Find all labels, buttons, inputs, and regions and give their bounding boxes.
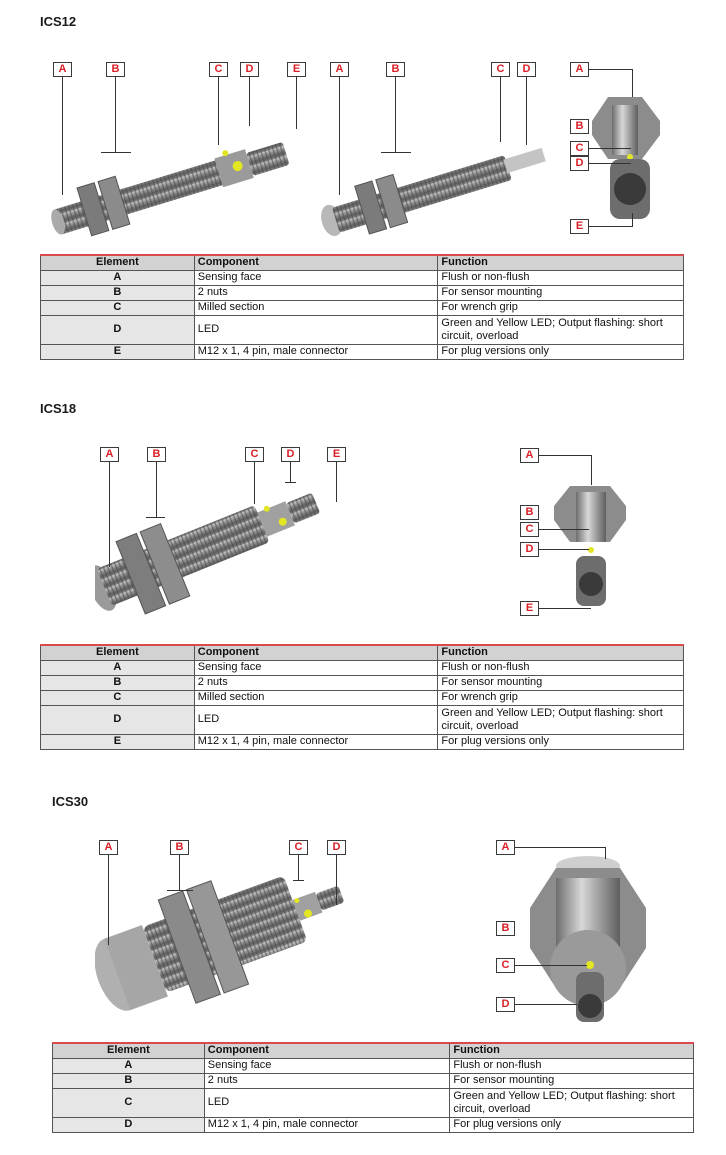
cell-element: B	[53, 1073, 205, 1088]
callout-b: B	[106, 62, 125, 77]
callout-d: D	[570, 156, 589, 171]
callout-b: B	[170, 840, 189, 855]
cell-element: D	[53, 1117, 205, 1132]
cell-function: Flush or non-flush	[438, 660, 684, 675]
ics12-rear-figure	[570, 55, 680, 245]
header-component: Component	[194, 645, 438, 660]
ics18-spec-table	[40, 644, 684, 750]
table-header-row	[53, 1043, 694, 1058]
callout-c: C	[496, 958, 515, 973]
cell-component: Milled section	[194, 690, 438, 705]
cell-element: A	[41, 270, 195, 285]
cell-element: E	[41, 344, 195, 359]
header-component: Component	[204, 1043, 450, 1058]
ics30-spec-table	[52, 1042, 694, 1133]
header-function: Function	[450, 1043, 694, 1058]
section-title-ics12: ICS12	[40, 14, 77, 29]
cell-element: D	[41, 705, 195, 734]
table-row	[53, 1117, 694, 1132]
ics18-side-plug-figure	[95, 440, 355, 630]
callout-a: A	[570, 62, 589, 77]
callout-c: C	[491, 62, 510, 77]
header-function: Function	[438, 255, 684, 270]
table-row	[41, 660, 684, 675]
cell-component: 2 nuts	[204, 1073, 450, 1088]
sensor-cable-illustration	[320, 55, 550, 245]
cell-component: Sensing face	[204, 1058, 450, 1073]
table-row	[41, 734, 684, 749]
table-row	[41, 270, 684, 285]
callout-b: B	[496, 921, 515, 936]
table-row	[41, 675, 684, 690]
callout-d: D	[496, 997, 515, 1012]
cell-element: A	[41, 660, 195, 675]
cell-function: For plug versions only	[438, 344, 684, 359]
cell-element: C	[41, 690, 195, 705]
section-title-ics30: ICS30	[52, 794, 89, 809]
callout-c: C	[209, 62, 228, 77]
table-row	[41, 344, 684, 359]
callout-e: E	[520, 601, 539, 616]
cell-function: Flush or non-flush	[450, 1058, 694, 1073]
cell-element: C	[41, 300, 195, 315]
cell-function: Green and Yellow LED; Output flashing: short circuit, overload	[450, 1088, 694, 1117]
cell-component: M12 x 1, 4 pin, male connector	[194, 344, 438, 359]
sensor-side-illustration	[95, 440, 355, 630]
cell-component: LED	[204, 1088, 450, 1117]
cell-function: For wrench grip	[438, 690, 684, 705]
header-element: Element	[41, 255, 195, 270]
cell-function: For sensor mounting	[438, 285, 684, 300]
cell-element: E	[41, 734, 195, 749]
cell-component: M12 x 1, 4 pin, male connector	[194, 734, 438, 749]
table-row	[53, 1058, 694, 1073]
section-title-ics18: ICS18	[40, 401, 77, 416]
table-header-row	[41, 645, 684, 660]
callout-a: A	[53, 62, 72, 77]
callout-c: C	[289, 840, 308, 855]
cell-component: 2 nuts	[194, 675, 438, 690]
table-row	[53, 1088, 694, 1117]
callout-c: C	[570, 141, 589, 156]
table-row	[41, 300, 684, 315]
header-element: Element	[53, 1043, 205, 1058]
callout-e: E	[327, 447, 346, 462]
cell-component: LED	[194, 705, 438, 734]
table-row	[41, 705, 684, 734]
callout-c: C	[520, 522, 539, 537]
cell-component: 2 nuts	[194, 285, 438, 300]
callout-a: A	[100, 447, 119, 462]
cell-element: B	[41, 675, 195, 690]
callout-a: A	[330, 62, 349, 77]
callout-d: D	[517, 62, 536, 77]
cell-component: Milled section	[194, 300, 438, 315]
cell-component: M12 x 1, 4 pin, male connector	[204, 1117, 450, 1132]
cell-function: Green and Yellow LED; Output flashing: short circuit, overload	[438, 705, 684, 734]
cell-function: For plug versions only	[450, 1117, 694, 1132]
table-row	[53, 1073, 694, 1088]
cell-function: For sensor mounting	[438, 675, 684, 690]
cell-function: Flush or non-flush	[438, 270, 684, 285]
callout-a: A	[520, 448, 539, 463]
callout-b: B	[520, 505, 539, 520]
callout-d: D	[240, 62, 259, 77]
callout-e: E	[570, 219, 589, 234]
ics18-rear-figure	[520, 446, 640, 621]
sensor-side-illustration	[40, 55, 320, 245]
cell-element: C	[53, 1088, 205, 1117]
callout-c: C	[245, 447, 264, 462]
cell-function: Green and Yellow LED; Output flashing: short circuit, overload	[438, 315, 684, 344]
sensor-rear-illustration	[496, 838, 666, 1038]
callout-d: D	[520, 542, 539, 557]
cell-function: For plug versions only	[438, 734, 684, 749]
cell-component: LED	[194, 315, 438, 344]
cell-component: Sensing face	[194, 660, 438, 675]
callout-d: D	[281, 447, 300, 462]
cell-element: D	[41, 315, 195, 344]
callout-b: B	[386, 62, 405, 77]
header-function: Function	[438, 645, 684, 660]
cell-component: Sensing face	[194, 270, 438, 285]
ics30-rear-figure	[496, 838, 666, 1038]
callout-a: A	[99, 840, 118, 855]
table-row	[41, 285, 684, 300]
header-component: Component	[194, 255, 438, 270]
ics30-side-plug-figure	[95, 838, 355, 1033]
cell-element: B	[41, 285, 195, 300]
table-header-row	[41, 255, 684, 270]
ics12-side-cable-figure	[320, 55, 550, 245]
header-element: Element	[41, 645, 195, 660]
cell-element: A	[53, 1058, 205, 1073]
callout-e: E	[287, 62, 306, 77]
cell-function: For wrench grip	[438, 300, 684, 315]
table-row	[41, 690, 684, 705]
callout-d: D	[327, 840, 346, 855]
callout-b: B	[147, 447, 166, 462]
ics12-spec-table	[40, 254, 684, 360]
ics12-side-plug-figure	[40, 55, 320, 245]
callout-b: B	[570, 119, 589, 134]
cell-function: For sensor mounting	[450, 1073, 694, 1088]
sensor-side-illustration	[95, 838, 355, 1033]
callout-a: A	[496, 840, 515, 855]
table-row	[41, 315, 684, 344]
